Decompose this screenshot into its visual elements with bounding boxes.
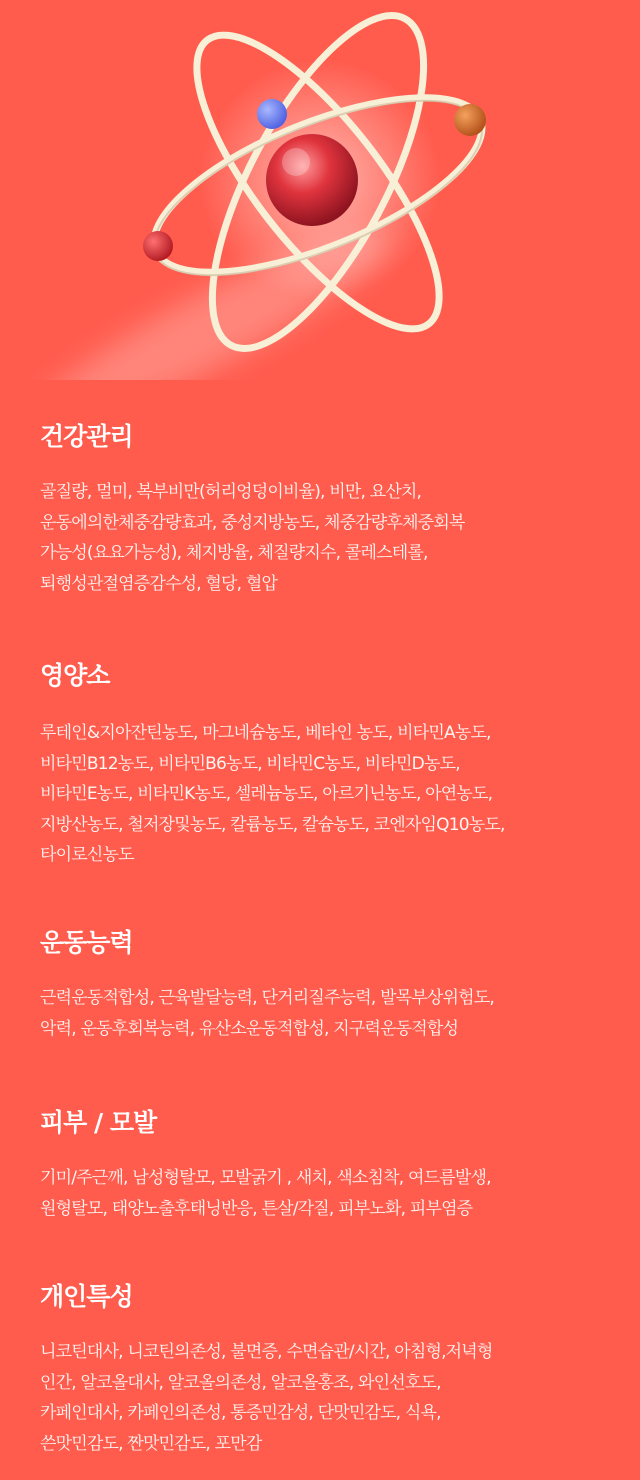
section-title: 운동능력 <box>40 928 133 957</box>
section-title: 피부 / 모발 <box>40 1108 157 1137</box>
section-title: 개인특성 <box>40 1282 133 1311</box>
section-items: 근력운동적합성, 근육발달능력, 단거리질주능력, 발목부상위험도, 악력, 운동후회복능력, 유산소운동적합성, 지구력운동적합성 <box>40 988 495 1039</box>
section-personal-traits <box>40 1280 620 1459</box>
section-items: 기미/주근깨, 남성형탈모, 모발굵기 , 새치, 색소침착, 여드름발생, 원형탈모, 태양노출후태닝반응, 튼살/각질, 피부노화, 피부염증 <box>40 1168 491 1219</box>
section-exercise-ability <box>40 926 620 1044</box>
section-nutrients <box>40 659 620 871</box>
section-title: 영양소 <box>40 661 110 690</box>
section-health-management <box>40 420 620 599</box>
section-items: 골질량, 멀미, 복부비만(허리엉덩이비율), 비만, 요산치, 운동에의한체중감량효과, 중성지방농도, 체중감량후체중회복 가능성(요요가능성), 체지방율, 체질량지수, 콜레스테롤, 퇴행성관절염증감수성, 혈당, 혈압 <box>40 482 465 594</box>
section-items: 루테인&지아잔틴농도, 마그네슘농도, 베타인 농도, 비타민A농도, 비타민B12농도, 비타민B6농도, 비타민C농도, 비타민D농도, 비타민E농도, 비타민K농도, 셀레늄농도, 아르기닌농도, 아연농도, 지방산농도, 철저장및농도, 칼륨농도, 칼슘농도, 코엔자임Q10농도, 타이로신농도 <box>40 723 505 865</box>
hero-illustration <box>0 0 640 380</box>
section-title: 건강관리 <box>40 422 133 451</box>
section-items: 니코틴대사, 니코틴의존성, 불면증, 수면습관/시간, 아침형,저녁형 인간, 알코올대사, 알코올의존성, 알코올홍조, 와인선호도, 카페인대사, 카페인의존성, 통증민감성, 단맛민감도, 식욕, 쓴맛민감도, 짠맛민감도, 포만감 <box>40 1342 493 1454</box>
section-skin-hair <box>40 1106 620 1224</box>
atom-icon <box>0 0 640 380</box>
